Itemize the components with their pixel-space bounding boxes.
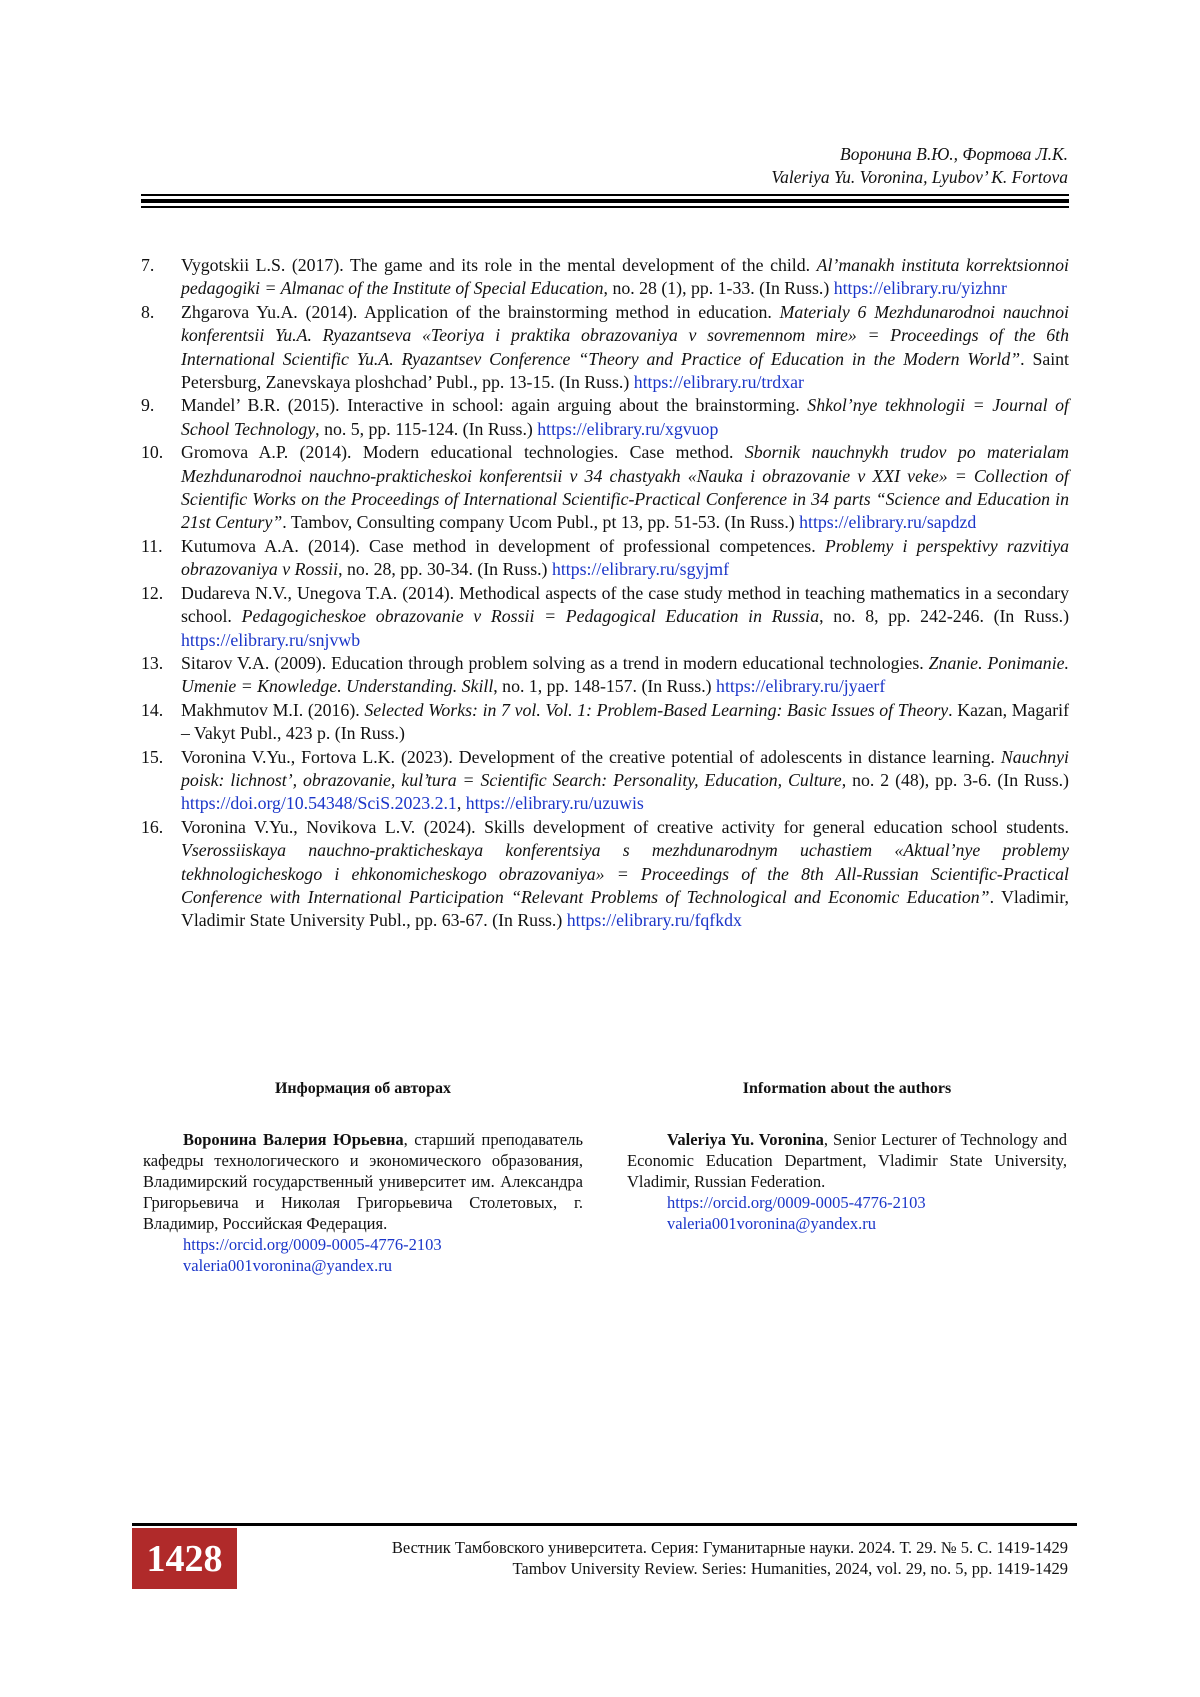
reference-number: 16. <box>141 816 164 837</box>
reference-source: Materialy 6 Mezhdunarodnoi nauchnoi konferentsii Yu.A. Ryazantseva «Teoriya i praktika obrazovaniya v sovremennom mire» = Proceedings of the 6th International Scientific Yu.A. Ryazantsev Conference “Theory and Practice of Education in the Modern World” <box>181 301 1069 369</box>
reference-item <box>141 746 1069 816</box>
reference-authors-title: Makhmutov M.I. (2016). <box>181 699 365 720</box>
reference-source: Selected Works: in 7 vol. Vol. 1: Problem-Based Learning: Basic Issues of Theory <box>364 699 949 720</box>
reference-number: 11. <box>141 535 163 556</box>
journal-citation-ru: Вестник Тамбовского университета. Серия: Гуманитарные науки. 2024. Т. 29. № 5. С. 1419-1429 <box>391 1538 1068 1557</box>
reference-source: Vserossiiskaya nauchno-prakticheskaya konferentsiya s mezhdunarodnym uchastiem «Aktual’nye problemy tekhnologicheskogo i ehkonomicheskogo obrazovaniya» = Proceedings of the 8th All-Russian Scientific-Practical Conference with International Participation “Relevant Problems of Technological and Economic Education” <box>181 840 1069 907</box>
reference-link-secondary[interactable]: https://elibrary.ru/uzuwis <box>465 793 644 814</box>
reference-authors-title: Mandel’ B.R. (2015). Interactive in school: again arguing about the brainstorming. <box>181 395 808 416</box>
reference-item <box>141 254 1069 301</box>
reference-authors-title: Dudareva N.V., Unegova T.A. (2014). Methodical aspects of the case study method in teaching mathematics in a secondary school. <box>181 582 1069 627</box>
header-rule-thick <box>141 199 1069 203</box>
reference-link[interactable]: https://elibrary.ru/trdxar <box>633 372 804 393</box>
reference-item <box>141 816 1069 933</box>
reference-details: , no. 28 (1), pp. 1-33. (In Russ.) <box>603 278 834 299</box>
authors-heading-ru: Информация об авторах <box>274 1080 452 1097</box>
reference-details: , no. 5, pp. 115-124. (In Russ.) <box>315 418 538 439</box>
reference-link[interactable]: https://elibrary.ru/jyaerf <box>716 676 886 697</box>
reference-authors-title: Zhgarova Yu.A. (2014). Application of the brainstorming method in education. <box>181 301 780 322</box>
reference-details: , no. 2 (48), pp. 3-6. (In Russ.) <box>841 769 1069 790</box>
header-rule-thin-bottom <box>141 206 1069 208</box>
authors-info-ru <box>143 1078 583 1276</box>
reference-link[interactable]: https://elibrary.ru/fqfkdx <box>566 910 742 931</box>
author-bio-text-ru: , старший преподаватель кафедры технологического и экономического образования, Владимирский государственный университет им. Александра Григорьевича и Николая Григорьевича Столетовых, г. Владимир, Российская Федерация. <box>143 1130 583 1233</box>
author-name-en: Valeriya Yu. Voronina <box>667 1130 824 1149</box>
reference-item <box>141 441 1069 535</box>
authors-info-en <box>627 1078 1067 1234</box>
references-list <box>141 254 1069 933</box>
reference-text <box>181 301 1069 395</box>
reference-number: 12. <box>141 582 164 603</box>
reference-item <box>141 652 1069 699</box>
reference-authors-title: Voronina V.Yu., Novikova L.V. (2024). Skills development of creative activity for general education school students. <box>181 816 1069 837</box>
header-rule-thin <box>141 194 1069 196</box>
reference-text <box>181 394 1069 441</box>
reference-details: . Kazan, Magarif – Vakyt Publ., 423 p. (In Russ.) <box>181 699 1069 744</box>
reference-source: Nauchnyi poisk: lichnost’, obrazovanie, kul’tura = Scientific Search: Personality, Education, Culture <box>181 746 1069 790</box>
reference-number: 9. <box>141 395 155 416</box>
reference-item <box>141 301 1069 395</box>
reference-text <box>181 582 1069 652</box>
reference-authors-title: Voronina V.Yu., Fortova L.K. (2023). Development of the creative potential of adolescents in distance learning. <box>181 746 1001 767</box>
reference-number: 10. <box>141 442 164 463</box>
reference-text <box>181 746 1069 816</box>
reference-source: Pedagogicheskoe obrazovanie v Rossii = Pedagogical Education in Russia <box>241 606 820 627</box>
reference-details: . Vladimir, Vladimir State University Publ., pp. 63-67. (In Russ.) <box>181 886 1070 931</box>
author-bio-en <box>627 1129 1067 1192</box>
author-bio-ru <box>143 1129 583 1234</box>
reference-text <box>181 254 1069 301</box>
reference-item <box>141 699 1069 746</box>
author-bio-text-en: , Senior Lecturer of Technology and Economic Education Department, Vladimir State University, Vladimir, Russian Federation. <box>627 1130 1067 1191</box>
reference-link-separator: , <box>456 793 466 814</box>
reference-details: , no. 28, pp. 30-34. (In Russ.) <box>338 559 552 580</box>
running-header <box>771 143 1068 189</box>
reference-source: Problemy i perspektivy razvitiya obrazovaniya v Rossii <box>181 535 1069 580</box>
reference-source: Znanie. Ponimanie. Umenie = Knowledge. Understanding. Skill <box>181 652 1069 697</box>
reference-link[interactable]: https://elibrary.ru/xgvuop <box>537 418 719 439</box>
author-name-ru: Воронина Валерия Юрьевна <box>183 1130 404 1149</box>
reference-link[interactable]: https://elibrary.ru/snjvwb <box>181 629 361 650</box>
reference-link[interactable]: https://elibrary.ru/sapdzd <box>799 512 977 533</box>
reference-number: 15. <box>141 746 164 767</box>
reference-number: 13. <box>141 652 164 673</box>
reference-source: Sbornik nauchnykh trudov po materialam Mezhdunarodnoi nauchno-prakticheskoi konferentsii v 34 chastyakh «Nauka i obrazovanie v XXI veke» = Collection of Scientific Works on the Proceedings of International Scientific-Practical Conference in 34 parts “Science and Education in 21st Century” <box>181 442 1069 533</box>
reference-authors-title: Sitarov V.A. (2009). Education through problem solving as a trend in modern educational technologies. <box>181 652 929 673</box>
reference-authors-title: Kutumova A.A. (2014). Case method in development of professional competences. <box>181 535 825 556</box>
reference-link[interactable]: https://doi.org/10.54348/SciS.2023.2.1 <box>181 793 457 814</box>
reference-link[interactable]: https://elibrary.ru/yizhnr <box>833 278 1007 299</box>
footer-rule <box>132 1523 1077 1526</box>
journal-citation <box>392 1537 1068 1579</box>
author-email-link-en[interactable]: valeria001voronina@yandex.ru <box>667 1214 876 1233</box>
reference-number: 7. <box>141 255 155 275</box>
reference-link[interactable]: https://elibrary.ru/sgyjmf <box>551 559 730 580</box>
reference-text <box>181 816 1069 933</box>
reference-number: 8. <box>141 301 155 322</box>
reference-details: . Saint Petersburg, Zanevskaya ploshchad’ Publ., pp. 13-15. (In Russ.) <box>181 348 1069 393</box>
reference-details: , no. 1, pp. 148-157. (In Russ.) <box>493 676 717 697</box>
authors-heading-en: Information about the authors <box>742 1080 952 1097</box>
journal-citation-en: Tambov University Review. Series: Humanities, 2024, vol. 29, no. 5, pp. 1419-1429 <box>512 1559 1068 1578</box>
reference-item <box>141 394 1069 441</box>
header-authors-ru: Воронина В.Ю., Фортова Л.К. <box>840 144 1068 164</box>
page-number-badge: 1428 <box>132 1528 237 1589</box>
reference-source: Al’manakh instituta korrektsionnoi pedagogiki = Almanac of the Institute of Special Education <box>181 255 1069 299</box>
reference-item <box>141 582 1069 652</box>
author-email-link-ru[interactable]: valeria001voronina@yandex.ru <box>183 1256 392 1275</box>
author-orcid-link-ru[interactable]: https://orcid.org/0009-0005-4776-2103 <box>183 1235 442 1254</box>
reference-text <box>181 699 1069 746</box>
reference-authors-title: Gromova A.P. (2014). Modern educational technologies. Case method. <box>181 442 745 463</box>
reference-item <box>141 535 1069 582</box>
header-authors-en: Valeriya Yu. Voronina, Lyubov’ K. Fortova <box>771 167 1068 187</box>
reference-authors-title: Vygotskii L.S. (2017). The game and its role in the mental development of the child. <box>181 255 817 275</box>
reference-text <box>181 652 1069 699</box>
reference-details: , no. 8, pp. 242-246. (In Russ.) <box>819 606 1069 627</box>
reference-text <box>181 441 1069 535</box>
reference-details: . Tambov, Consulting company Ucom Publ., pt 13, pp. 51-53. (In Russ.) <box>282 512 800 533</box>
author-orcid-link-en[interactable]: https://orcid.org/0009-0005-4776-2103 <box>667 1193 926 1212</box>
reference-source: Shkol’nye tekhnologii = Journal of School Technology <box>181 395 1070 439</box>
reference-text <box>181 535 1069 582</box>
reference-number: 14. <box>141 699 164 720</box>
